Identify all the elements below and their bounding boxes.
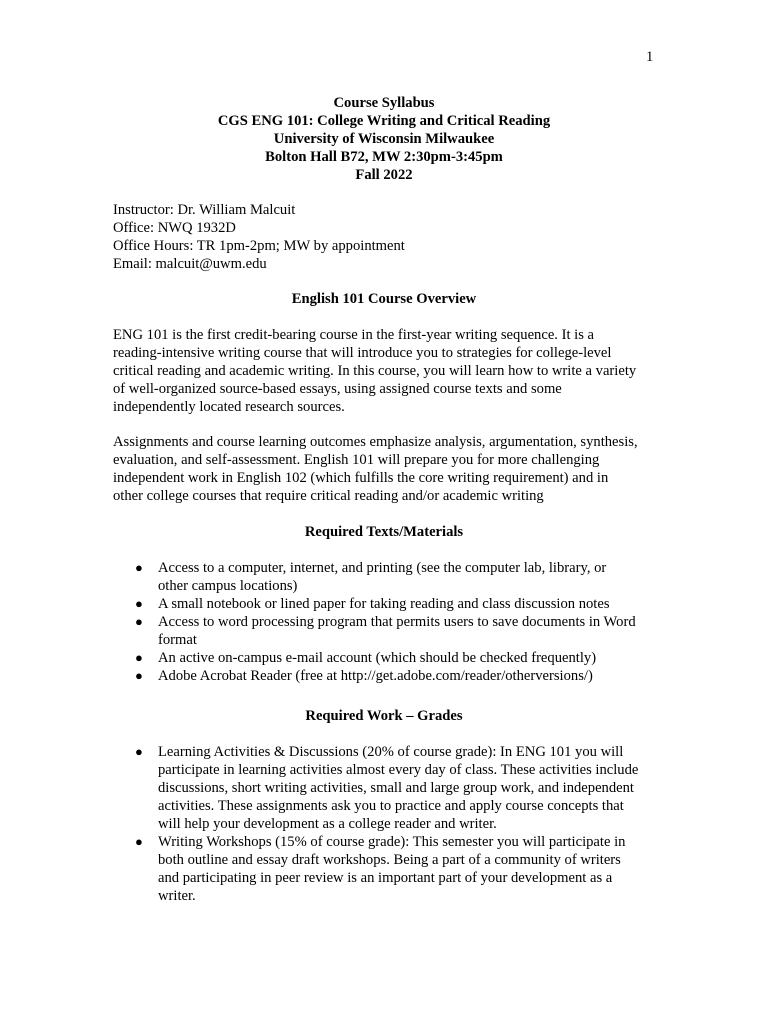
paragraph-line: other college courses that require critical reading and/or academic writing [113, 488, 544, 504]
paragraph-line: independent work in English 102 (which fulfills the core writing requirement) and in [113, 470, 609, 486]
list-item [133, 649, 673, 667]
bullet-icon: ● [135, 560, 143, 575]
list-item-line: An active on-campus e-mail account (which should be checked frequently) [158, 650, 597, 666]
header-location: Bolton Hall B72, MW 2:30pm-3:45pm [265, 149, 503, 165]
paragraph-line: ENG 101 is the first credit-bearing course in the first-year writing sequence. It is a [113, 327, 595, 343]
list-item [133, 595, 673, 613]
paragraph-line: evaluation, and self-assessment. English 101 will prepare you for more challenging [113, 452, 600, 468]
list-item [133, 667, 673, 685]
grades-list [133, 743, 673, 905]
list-item [133, 613, 673, 649]
header-term: Fall 2022 [355, 167, 413, 183]
list-item-line: Adobe Acrobat Reader (free at http://get.adobe.com/reader/otherversions/) [158, 668, 593, 684]
paragraph-line: of well-organized source-based essays, using assigned course texts and some [113, 381, 562, 397]
bullet-icon: ● [135, 614, 143, 629]
list-item-line: Access to word processing program that permits users to save documents in Word [158, 614, 636, 630]
list-item-line: discussions, short writing activities, small and large group work, and independent [158, 780, 634, 796]
list-item-line: will help your development as a college reader and writer. [158, 816, 497, 832]
paragraph-line: Assignments and course learning outcomes emphasize analysis, argumentation, synthesis, [113, 434, 638, 450]
bullet-icon: ● [135, 668, 143, 683]
header-title: Course Syllabus [333, 95, 435, 111]
page-number: 1 [646, 49, 654, 65]
materials-list [133, 559, 673, 685]
bullet-icon: ● [135, 596, 143, 611]
overview-paragraph-1 [113, 326, 661, 416]
syllabus-header [0, 94, 768, 184]
list-item-line: Learning Activities & Discussions (20% of course grade): In ENG 101 you will [158, 744, 624, 760]
list-item-line: both outline and essay draft workshops. Being a part of a community of writers [158, 852, 621, 868]
list-item-line: other campus locations) [158, 578, 298, 594]
list-item-line: activities. These assignments ask you to practice and apply course concepts that [158, 798, 624, 814]
bullet-icon: ● [135, 834, 143, 849]
overview-heading: English 101 Course Overview [291, 291, 477, 307]
list-item-line: A small notebook or lined paper for taking reading and class discussion notes [158, 596, 610, 612]
paragraph-line: independently located research sources. [113, 399, 345, 415]
list-item [133, 833, 673, 905]
paragraph-line: critical reading and academic writing. In this course, you will learn how to write a variety [113, 363, 637, 379]
instructor-info [113, 201, 405, 273]
list-item-line: Access to a computer, internet, and printing (see the computer lab, library, or [158, 560, 607, 576]
list-item [133, 743, 673, 833]
instructor-name: Instructor: Dr. William Malcuit [113, 202, 296, 218]
list-item-line: participate in learning activities almost every day of class. These activities include [158, 762, 639, 778]
grades-heading: Required Work – Grades [305, 708, 463, 724]
materials-heading: Required Texts/Materials [304, 524, 464, 540]
list-item-line: format [158, 632, 197, 648]
header-course: CGS ENG 101: College Writing and Critical Reading [217, 113, 551, 129]
bullet-icon: ● [135, 650, 143, 665]
bullet-icon: ● [135, 744, 143, 759]
list-item-line: writer. [158, 888, 196, 904]
instructor-office: Office: NWQ 1932D [113, 220, 236, 236]
paragraph-line: reading-intensive writing course that will introduce you to strategies for college-level [113, 345, 612, 361]
list-item-line: Writing Workshops (15% of course grade): This semester you will participate in [158, 834, 626, 850]
overview-paragraph-2 [113, 433, 661, 505]
list-item [133, 559, 673, 595]
instructor-email: Email: malcuit@uwm.edu [113, 256, 267, 272]
instructor-hours: Office Hours: TR 1pm-2pm; MW by appointment [113, 238, 405, 254]
list-item-line: and participating in peer review is an important part of your development as a [158, 870, 613, 886]
header-university: University of Wisconsin Milwaukee [273, 131, 495, 147]
